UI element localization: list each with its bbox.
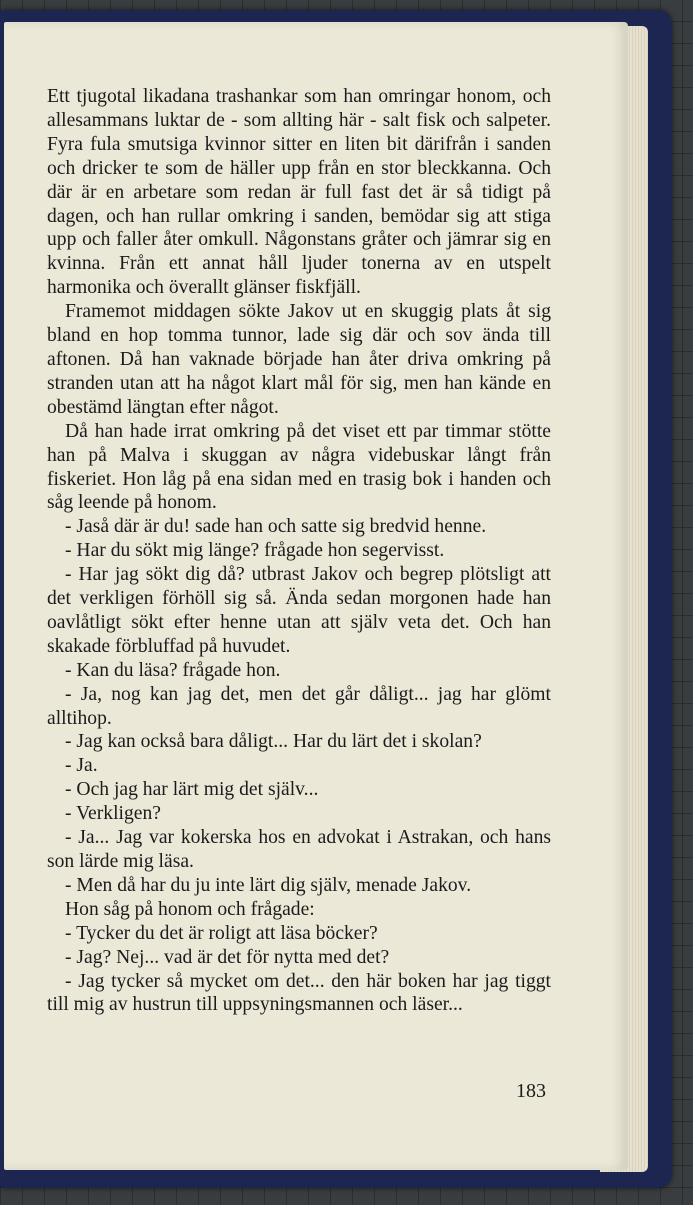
dialogue-line: - Verkligen? xyxy=(65,803,161,825)
dialogue-line: - Jag? Nej... vad är det för nytta med det? xyxy=(65,946,390,968)
dialogue-line: - Jag tycker så mycket om det... den här boken har jag tiggt till mig av hustrun till uppsyningsmannen och läser... xyxy=(47,970,551,1016)
paragraph: Ett tjugotal likadana trashankar som han omringar honom, och allesammans luktar de - som allting här - salt fisk och salpeter. Fyra fula smutsiga kvinnor sitter en liten bit därifrån i sanden och dricker te som de häller upp från en stor bleckkanna. Och där är en arbetare som redan är full fast det är så tidigt på dagen, och han rullar omkring i sanden, bemödar sig att stiga upp och faller åter omkull. Någonstans gråter och jämrar sig en kvinna. Från ett annat håll ljuder tonerna av en utspelt harmonika och överallt glänser fiskfjäll. xyxy=(47,86,551,299)
dialogue-line: - Jaså där är du! sade han och satte sig bredvid henne. xyxy=(65,516,487,538)
paragraph: Då han hade irrat omkring på det viset ett par timmar stötte han på Malva i skuggan av några videbuskar långt från fiskeriet. Hon låg på ena sidan med en trasig bok i handen och såg leende på honom. xyxy=(47,420,551,514)
dialogue-line: - Har jag sökt dig då? utbrast Jakov och begrep plötsligt att det verkligen förhöll sig så. Ända sedan morgonen hade han oavlåtligt sökt efter henne utan att själv veta det. Och han skakade förbluffad på huvudet. xyxy=(47,564,551,657)
dialogue-line: - Kan du läsa? frågade hon. xyxy=(65,659,281,681)
dialogue-line: - Men då har du ju inte lärt dig själv, menade Jakov. xyxy=(65,874,472,896)
dialogue-line: - Ja. xyxy=(65,755,98,777)
dialogue-line: - Tycker du det är roligt att läsa böcker? xyxy=(65,922,378,944)
page-number: 183 xyxy=(516,1080,546,1102)
body-text xyxy=(47,85,551,1017)
dialogue-line: - Har du sökt mig länge? frågade hon segervisst. xyxy=(65,540,445,562)
paragraph: Framemot middagen sökte Jakov ut en skuggig plats åt sig bland en hop tomma tunnor, lade sig där och sov ända till aftonen. Då han vaknade började han åter driva omkring på stranden utan att ha något klart mål för sig, men han kände en obestämd längtan efter något. xyxy=(47,301,551,418)
dialogue-line: - Ja, nog kan jag det, men det går dåligt... jag har glömt alltihop. xyxy=(47,683,551,729)
dialogue-line: - Jag kan också bara dåligt... Har du lärt det i skolan? xyxy=(65,731,482,753)
dialogue-line: - Och jag har lärt mig det själv... xyxy=(65,779,319,801)
book-page xyxy=(4,22,628,1170)
paragraph: Hon såg på honom och frågade: xyxy=(65,898,315,920)
dialogue-line: - Ja... Jag var kokerska hos en advokat i Astrakan, och hans son lärde mig läsa. xyxy=(47,827,551,872)
